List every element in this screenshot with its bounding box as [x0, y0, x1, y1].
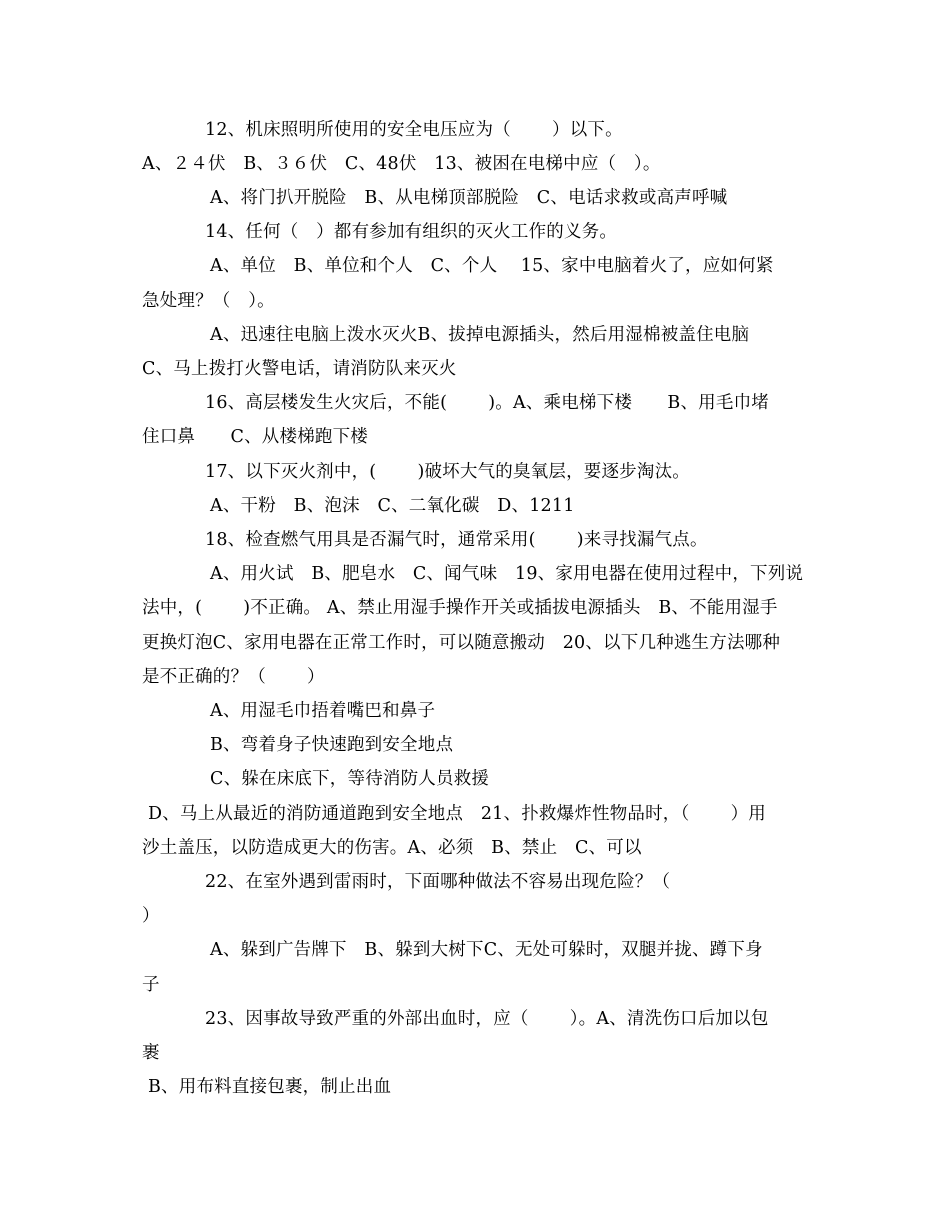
question-19-cont: 法中，( )不正确。 A、禁止用湿手操作开关或插拔电源插头 B、不能用湿手: [142, 598, 778, 618]
option-23-b: B、用布料直接包裹，制止出血: [148, 1077, 392, 1097]
options-12-question-13: A、２４伏 B、３６伏 C、48伏 13、被困在电梯中应（ ）。: [142, 154, 661, 174]
question-22: 22、在室外遇到雷雨时，下面哪种做法不容易出现危险？（: [205, 872, 671, 892]
options-14-question-15: A、单位 B、单位和个人 C、个人 15、家中电脑着火了，应如何紧: [210, 256, 774, 276]
question-14: 14、任何（ ）都有参加有组织的灭火工作的义务。: [205, 222, 618, 242]
options-19-question-20: 更换灯泡C、家用电器在正常工作时，可以随意搬动 20、以下几种逃生方法哪种: [142, 633, 781, 653]
option-20-d-question-21: D、马上从最近的消防通道跑到安全地点 21、扑救爆炸性物品时，（ ）用: [148, 804, 767, 824]
question-21-cont: 沙土盖压，以防造成更大的伤害。A、必须 B、禁止 C、可以: [142, 838, 642, 858]
question-18: 18、检查燃气用具是否漏气时，通常采用( )来寻找漏气点。: [205, 530, 708, 550]
question-20-cont: 是不正确的？（ ）: [142, 667, 325, 687]
question-22-cont: ）: [142, 906, 160, 926]
options-17: A、干粉 B、泡沫 C、二氧化碳 D、1211: [210, 496, 575, 516]
options-15: A、迅速往电脑上泼水灭火B、拔掉电源插头，然后用湿棉被盖住电脑: [210, 325, 750, 345]
options-22: A、躲到广告牌下 B、躲到大树下C、无处可躲时，双腿并拢、蹲下身: [210, 940, 763, 960]
options-18-question-19: A、用火试 B、肥皂水 C、闻气味 19、家用电器在使用过程中，下列说: [210, 564, 804, 584]
question-23: 23、因事故导致严重的外部出血时，应（ ）。A、清洗伤口后加以包: [205, 1009, 769, 1029]
question-23-cont: 裹: [142, 1043, 160, 1063]
question-15-cont: 急处理？（ ）。: [142, 291, 275, 311]
options-16-cont: 住口鼻 C、从楼梯跑下楼: [142, 427, 368, 447]
options-13: A、将门扒开脱险 B、从电梯顶部脱险 C、电话求救或高声呼喊: [210, 188, 728, 208]
options-22-cont: 子: [142, 975, 160, 995]
options-15-cont: C、马上拨打火警电话，请消防队来灭火: [142, 359, 457, 379]
question-16: 16、高层楼发生火灾后，不能( )。A、乘电梯下楼 B、用毛巾堵: [205, 393, 769, 413]
option-20-b: B、弯着身子快速跑到安全地点: [210, 735, 454, 755]
question-12: 12、机床照明所使用的安全电压应为（ ）以下。: [205, 120, 623, 140]
option-20-c: C、躲在床底下，等待消防人员救援: [210, 769, 490, 789]
question-17: 17、以下灭火剂中，( )破坏大气的臭氧层，要逐步淘汰。: [205, 462, 690, 482]
option-20-a: A、用湿毛巾捂着嘴巴和鼻子: [210, 701, 436, 721]
